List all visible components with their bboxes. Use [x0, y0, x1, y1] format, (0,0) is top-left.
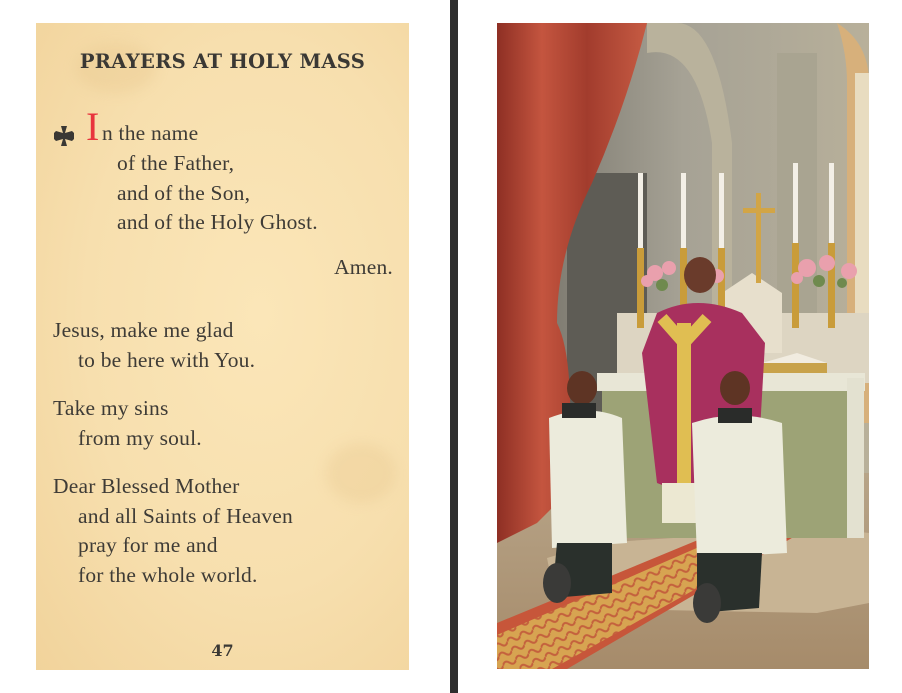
- page-title: PRAYERS AT HOLY MASS: [79, 50, 366, 73]
- prayer-line: and of the Son,: [117, 181, 251, 205]
- prayer-line: Take my sins: [53, 396, 169, 420]
- prayer-line: Jesus, make me glad: [53, 318, 234, 342]
- prayer-line: for the whole world.: [78, 563, 258, 587]
- prayer-line: from my soul.: [78, 426, 202, 450]
- mass-scene-image: [497, 23, 869, 669]
- prayer-line: to be here with You.: [78, 348, 256, 372]
- page-number: 47: [211, 641, 234, 660]
- altar-illustration: [497, 23, 869, 669]
- prayer-line: Dear Blessed Mother: [53, 474, 240, 498]
- prayer-line: and all Saints of Heaven: [78, 504, 293, 528]
- red-dropcap: I: [86, 104, 100, 149]
- prayer-line: n the name: [102, 121, 199, 145]
- prayer-line: pray for me and: [78, 533, 218, 557]
- paper-stain: [326, 443, 396, 503]
- amen-line: Amen.: [334, 255, 393, 279]
- prayer-book-page: [36, 23, 409, 670]
- page-divider: [450, 0, 458, 693]
- prayer-line: and of the Holy Ghost.: [117, 210, 318, 234]
- prayer-line: of the Father,: [117, 151, 235, 175]
- cross-pattee-icon: [53, 125, 75, 147]
